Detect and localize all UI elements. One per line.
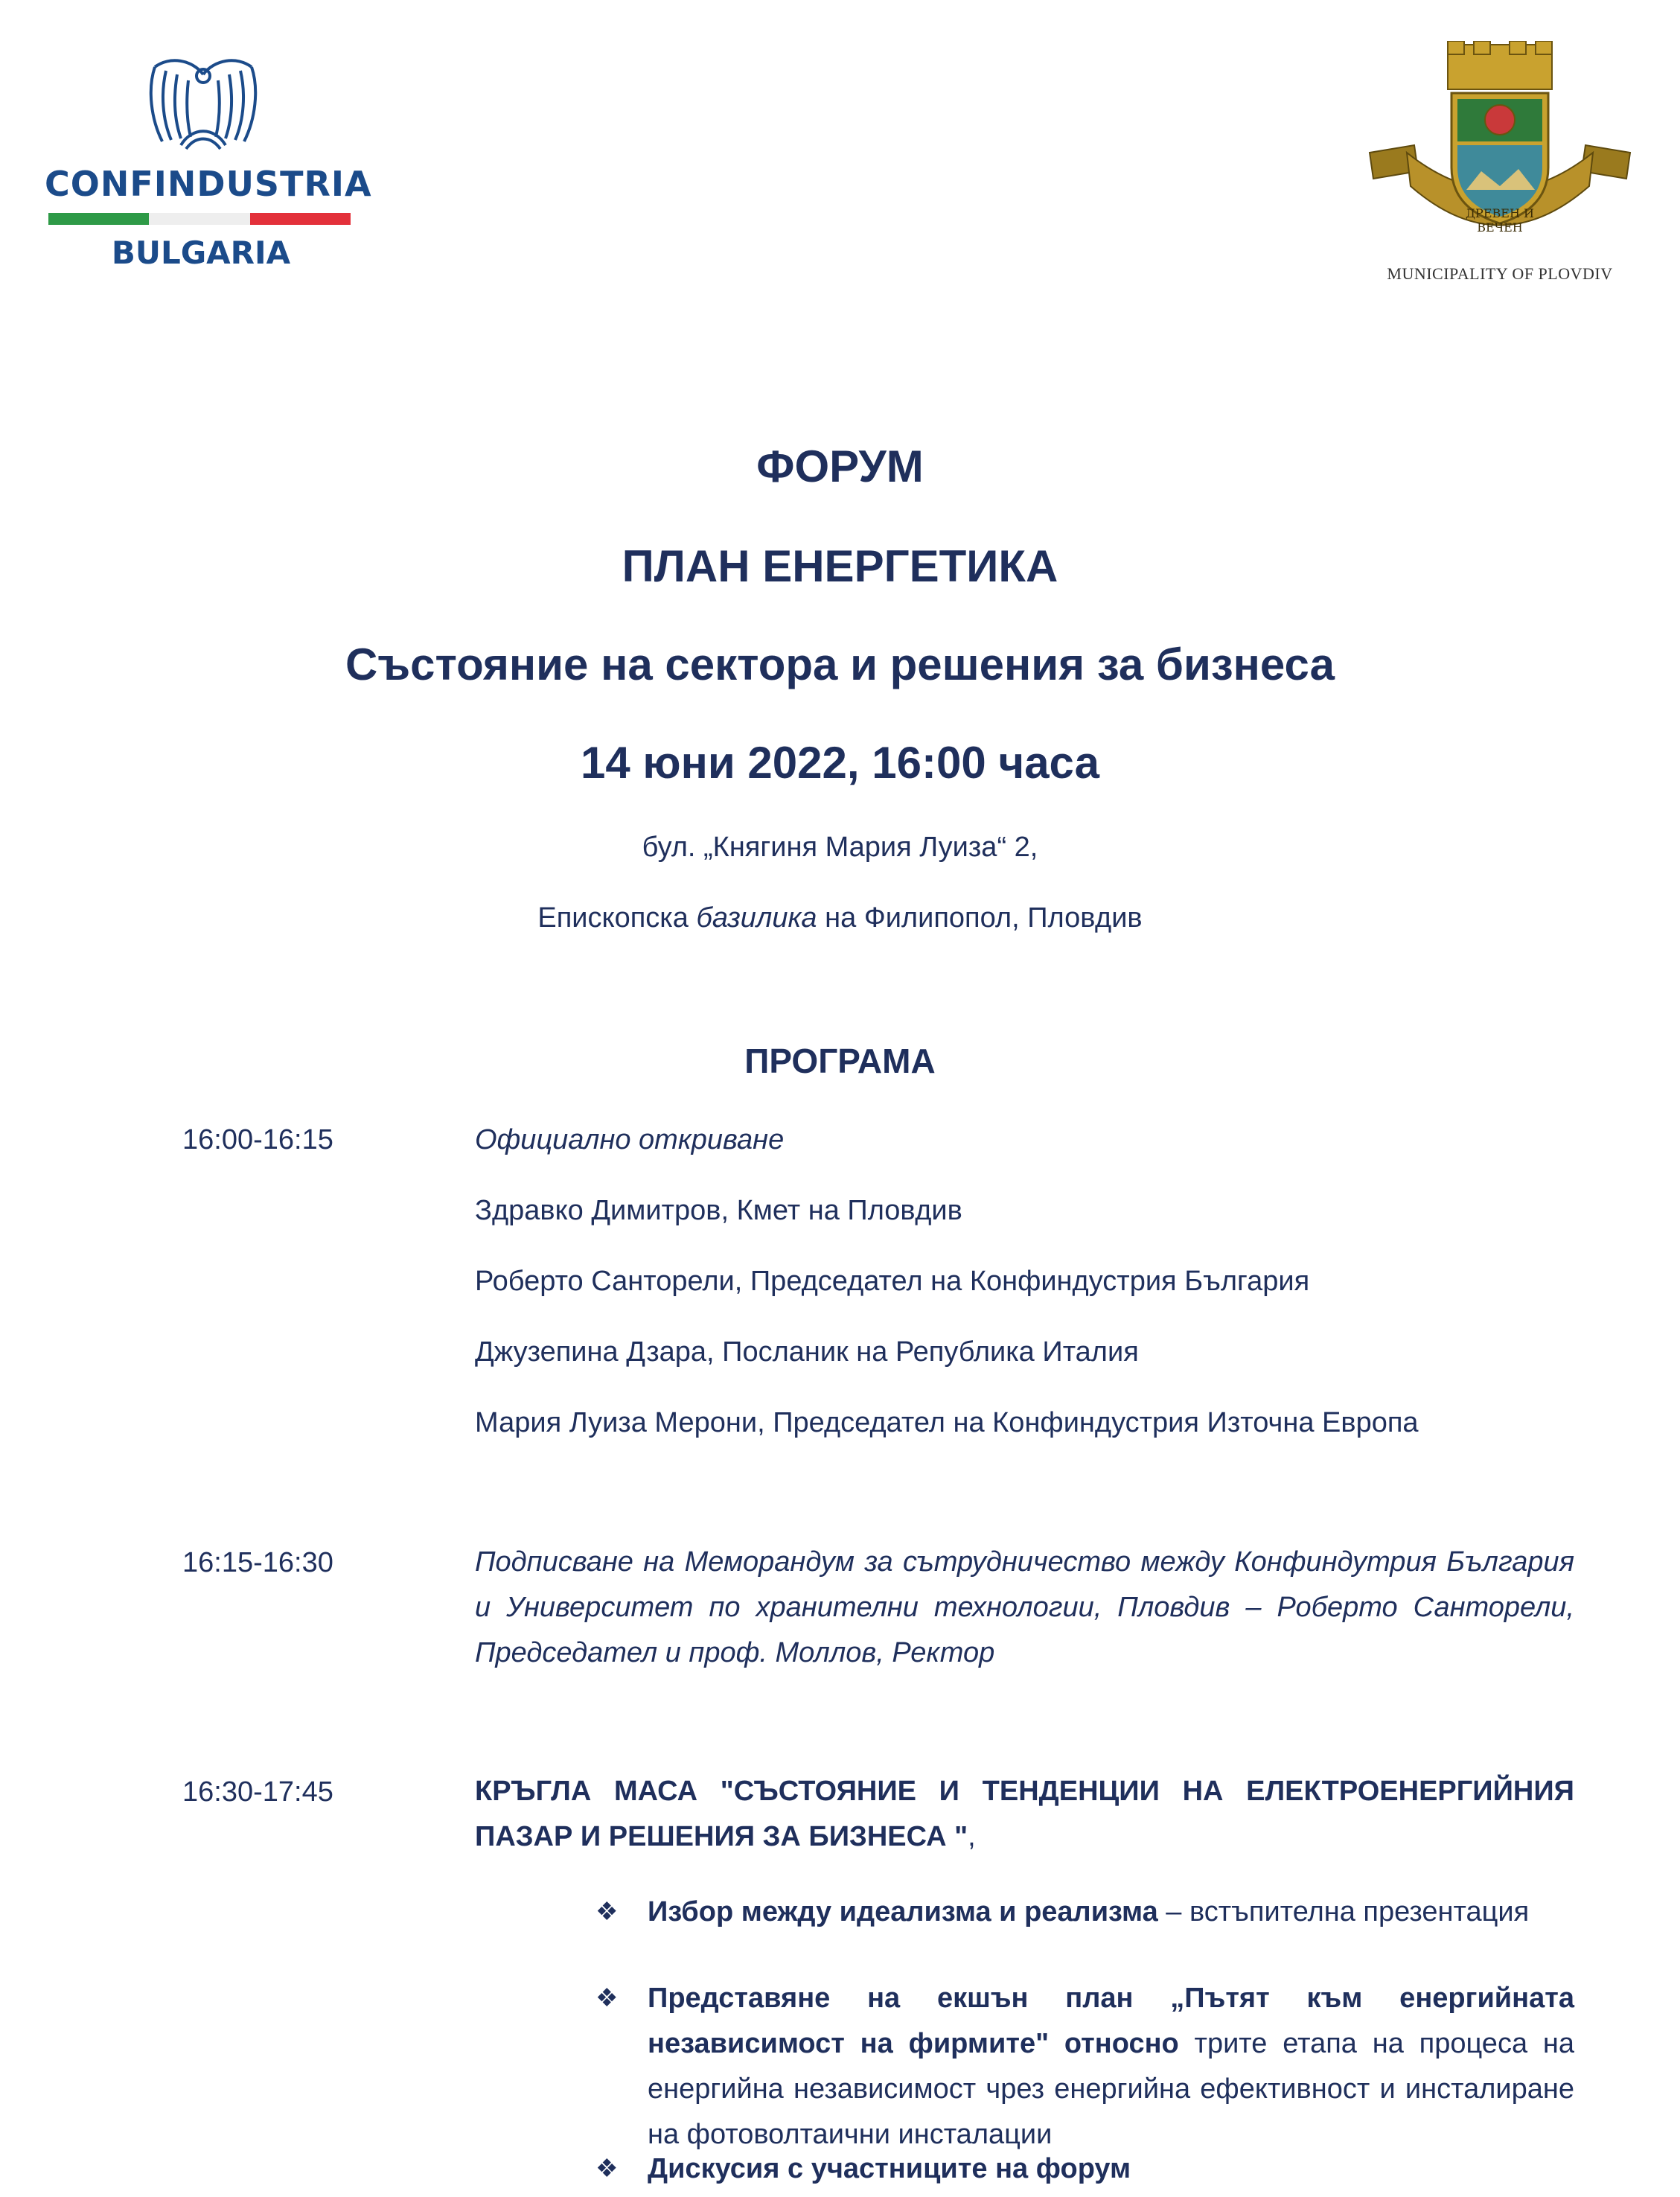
session-3-title-text: КРЪГЛА МАСА "СЪСТОЯНИЕ И ТЕНДЕНЦИИ НА ЕЛЕКТРОЕНЕРГИЙНИЯ ПАЗАР И РЕШЕНИЯ ЗА БИЗНЕСА " [475,1776,1574,1852]
speaker-4: Мария Луиза Мерони, Председател на Конфиндустрия Източна Европа [475,1407,1419,1438]
speaker-1: Здравко Димитров, Кмет на Пловдив [475,1195,962,1226]
bullet-1-icon: ❖ [595,1898,619,1926]
header-forum: ФОРУМ [756,441,924,491]
eagle-emblem-icon [140,52,266,156]
bullet-3-icon: ❖ [595,2155,619,2183]
session-2-time: 16:15-16:30 [182,1547,333,1578]
address-part-a: Епископска [537,902,689,934]
speaker-2: Роберто Санторели, Председател на Конфиндустрия България [475,1266,1310,1297]
header-subtitle: Състояние на сектора и решения за бизнеса [345,640,1335,689]
address-part-c: на Филипопол, Пловдив [825,902,1143,934]
bullet-1-bold: Избор между идеализма и реализма [648,1896,1158,1927]
confindustria-wordmark: CONFINDUSTRIA [45,164,372,204]
speaker-3: Джузепина Дзара, Посланик на Република Италия [475,1336,1139,1368]
bullet-2-bold: Представяне на екшън план „Пътят към енергийната независимост на фирмите" относно [648,1983,1574,2059]
flag-red [250,213,351,225]
plovdiv-caption: MUNICIPALITY OF PLOVDIV [1387,264,1613,283]
bullet-1-text [648,1890,1574,1935]
flag-green [48,213,149,225]
session-3-title [475,1769,1574,1860]
address-line-2 [0,902,1680,934]
address-part-b: базилика [696,902,817,934]
session-2-text: Подписване на Меморандум за сътрудничество между Конфиндутрия България и Университет по хранителни технологии, Пловдив – Роберто Санторели, Председател и проф. Моллов, Ректор [475,1546,1574,1668]
header-plan: ПЛАН ЕНЕРГЕТИКА [622,541,1058,591]
plovdiv-motto: ДРЕВЕН И ВЕЧЕН [1466,206,1534,235]
address-line-1: бул. „Княгиня Мария Луиза“ 2, [642,832,1038,863]
session-3-time: 16:30-17:45 [182,1776,333,1808]
bullet-1-rest: – встъпителна презентация [1157,1896,1530,1927]
bullet-2-icon: ❖ [595,1984,619,2012]
session-1-time: 16:00-16:15 [182,1124,333,1155]
program-title: ПРОГРАМА [744,1042,936,1080]
italian-flag-stripe [48,213,351,225]
plovdiv-logo [1362,41,1638,294]
flag-white [149,213,249,225]
session-3-title-tail: , [968,1821,976,1852]
bullet-3-text [648,2146,1574,2192]
session-1-title: Официално откриване [475,1124,785,1155]
confindustria-country: BULGARIA [111,235,291,271]
bullet-2-text [648,1976,1574,2158]
bullet-3-bold: Дискусия с участниците на форум [648,2153,1131,2184]
header-date: 14 юни 2022, 16:00 часа [580,738,1100,788]
bullet-2-rest: трите етапа на процеса на енергийна независимост чрез енергийна ефективност и инсталиране на фотоволтаични инсталации [648,2028,1574,2150]
confindustria-logo [45,52,372,275]
